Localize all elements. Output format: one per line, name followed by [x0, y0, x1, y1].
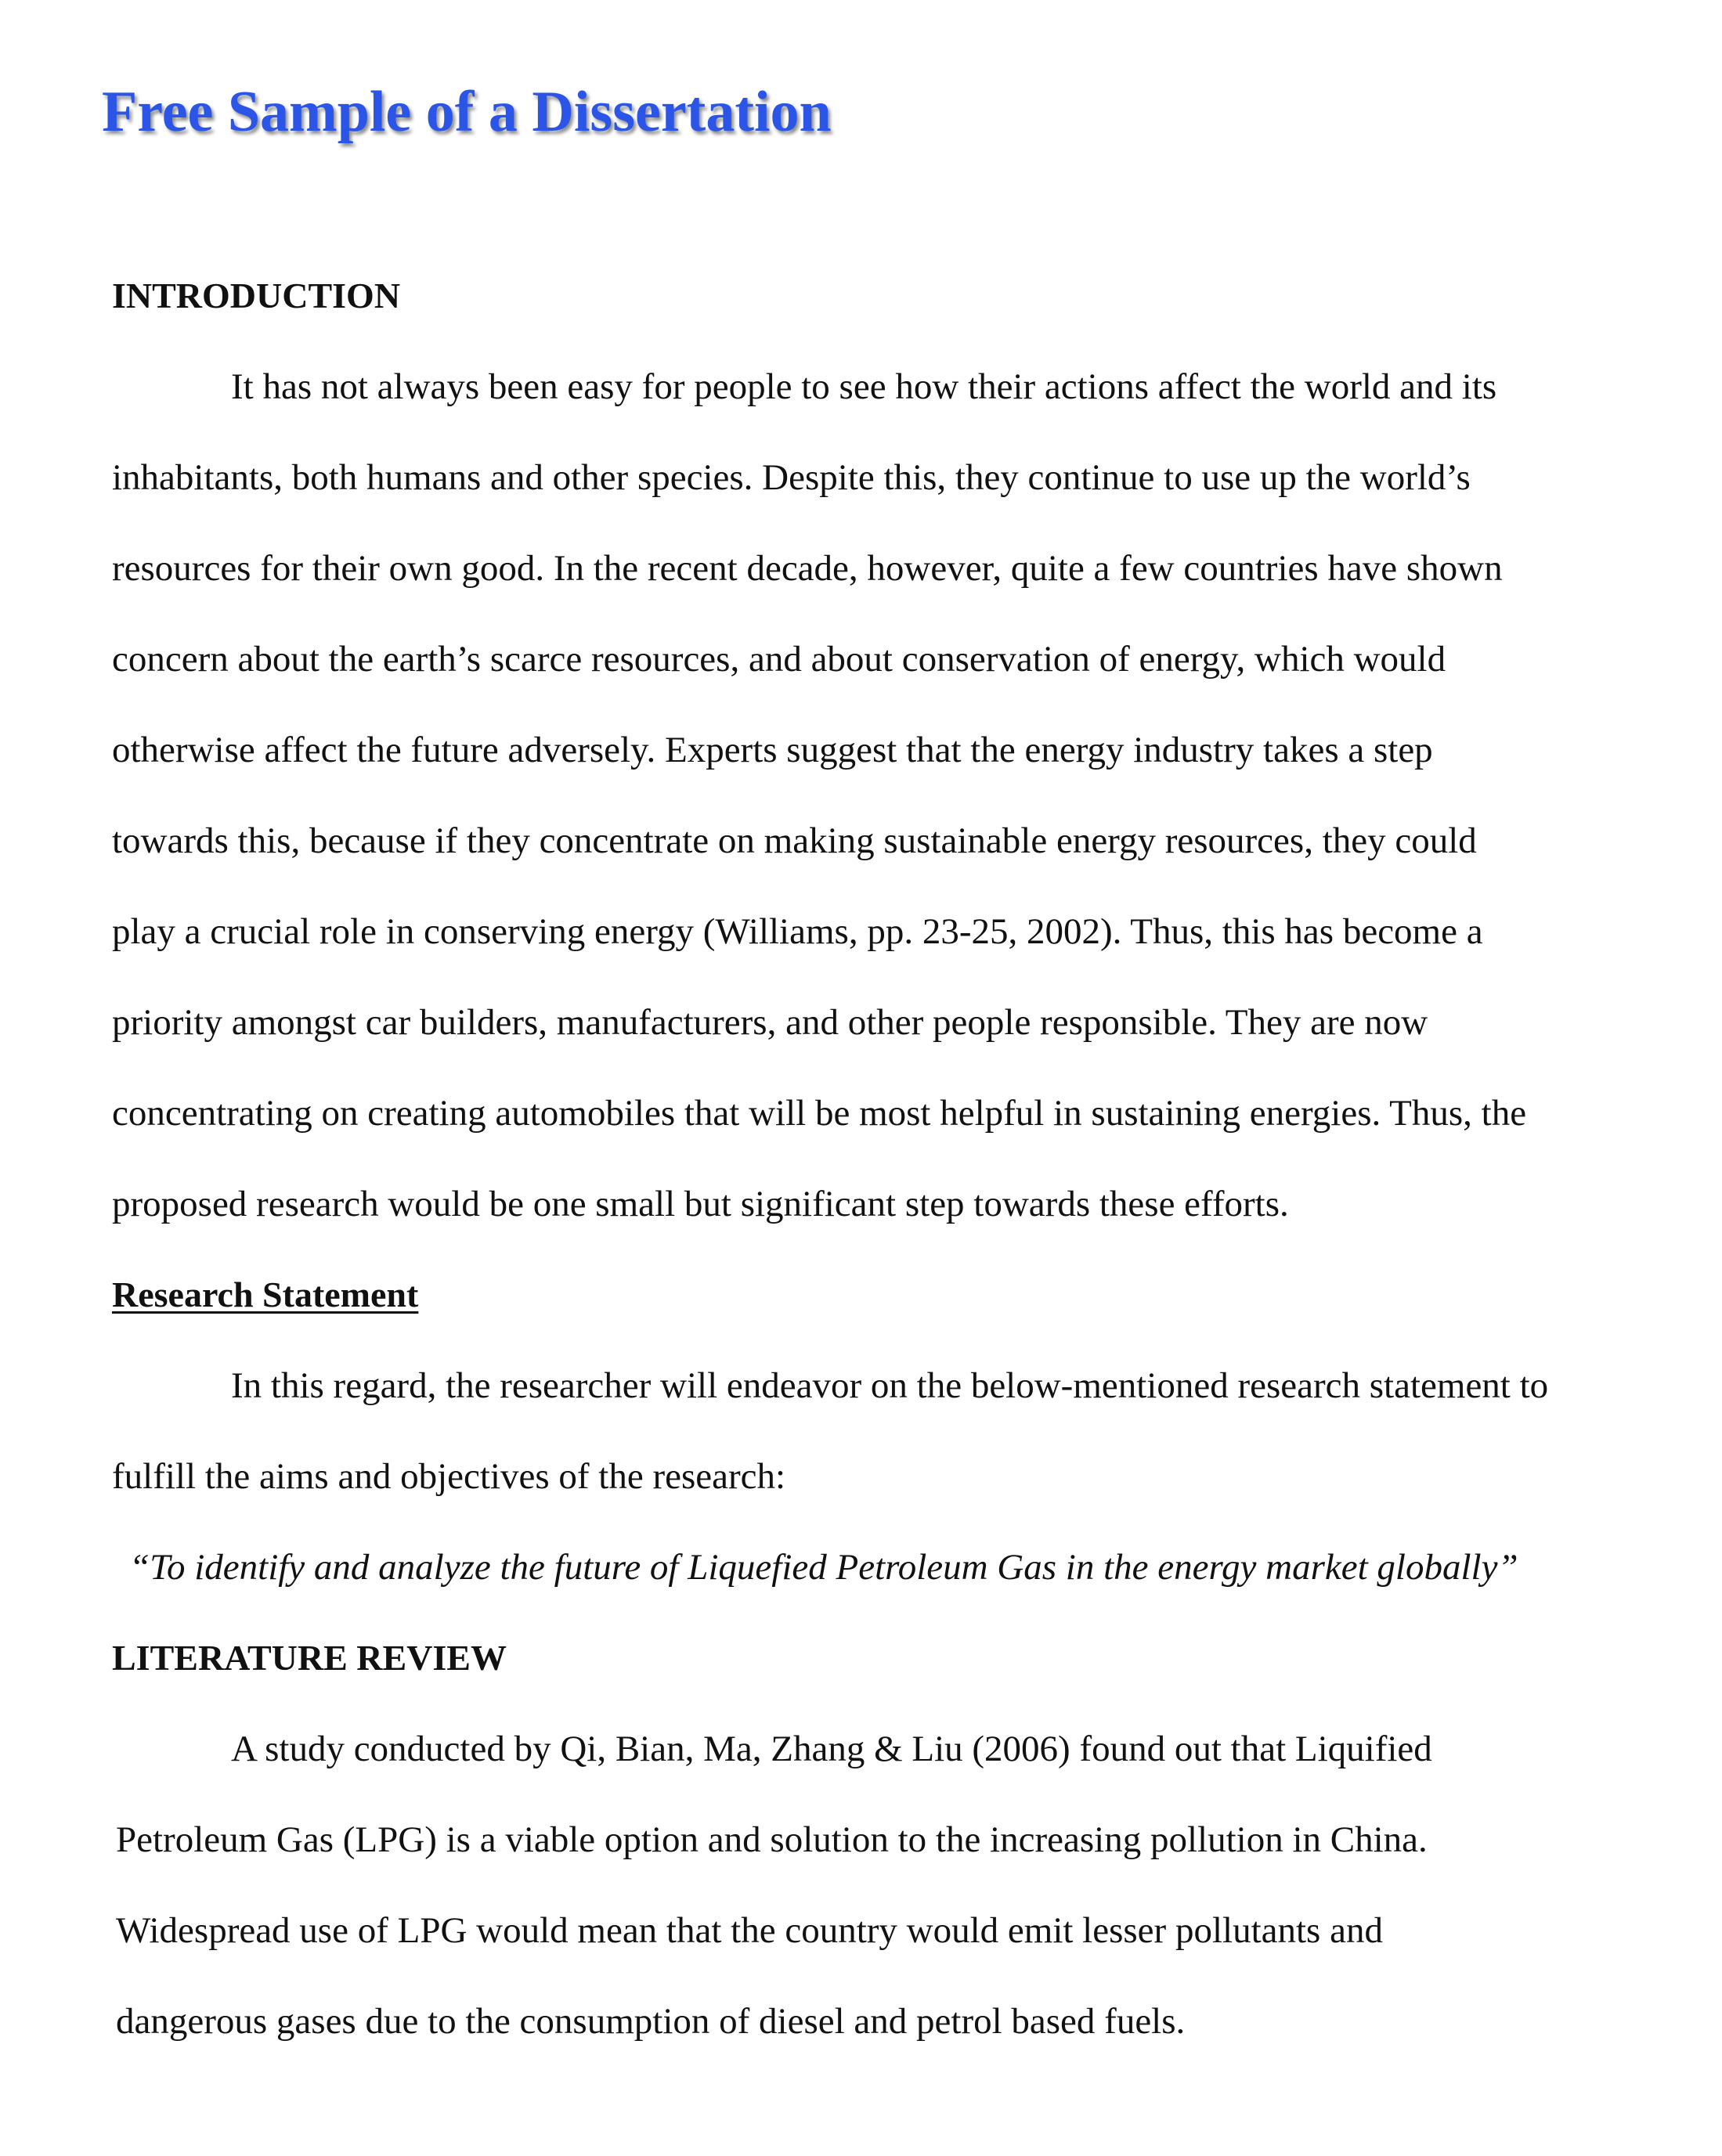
literature-review-line: A study conducted by Qi, Bian, Ma, Zhang & Liu (2006) found out that Liquified [231, 1729, 1432, 1769]
introduction-heading: INTRODUCTION [112, 276, 401, 315]
introduction-line: towards this, because if they concentrate on making sustainable energy resources, they could [112, 820, 1477, 861]
document-title: Free Sample of a Dissertation [102, 80, 832, 144]
research-statement-quote: “To identify and analyze the future of Liquefied Petroleum Gas in the energy market globally” [129, 1547, 1518, 1588]
introduction-line: otherwise affect the future adversely. Experts suggest that the energy industry takes a step [112, 730, 1433, 770]
research-statement-line: fulfill the aims and objectives of the research: [112, 1456, 786, 1497]
introduction-line: It has not always been easy for people to see how their actions affect the world and its [231, 366, 1497, 407]
literature-review-heading: LITERATURE REVIEW [112, 1638, 507, 1678]
literature-review-line: Widespread use of LPG would mean that the country would emit lesser pollutants and [116, 1910, 1383, 1951]
literature-review-line: Petroleum Gas (LPG) is a viable option and solution to the increasing pollution in China. [116, 1819, 1428, 1860]
introduction-line: inhabitants, both humans and other species. Despite this, they continue to use up the world’s [112, 457, 1471, 498]
research-statement-line: In this regard, the researcher will endeavor on the below-mentioned research statement to [231, 1365, 1549, 1406]
research-statement-heading: Research Statement [112, 1274, 419, 1314]
introduction-line: resources for their own good. In the recent decade, however, quite a few countries have shown [112, 548, 1503, 589]
introduction-line: concentrating on creating automobiles that will be most helpful in sustaining energies. Thus, the [112, 1093, 1527, 1134]
introduction-line: proposed research would be one small but significant step towards these efforts. [112, 1184, 1289, 1224]
introduction-line: priority amongst car builders, manufacturers, and other people responsible. They are now [112, 1002, 1428, 1043]
literature-review-line: dangerous gases due to the consumption of diesel and petrol based fuels. [116, 2001, 1186, 2042]
introduction-line: concern about the earth’s scarce resources, and about conservation of energy, which would [112, 639, 1446, 680]
introduction-line: play a crucial role in conserving energy (Williams, pp. 23-25, 2002). Thus, this has become a [112, 911, 1483, 952]
